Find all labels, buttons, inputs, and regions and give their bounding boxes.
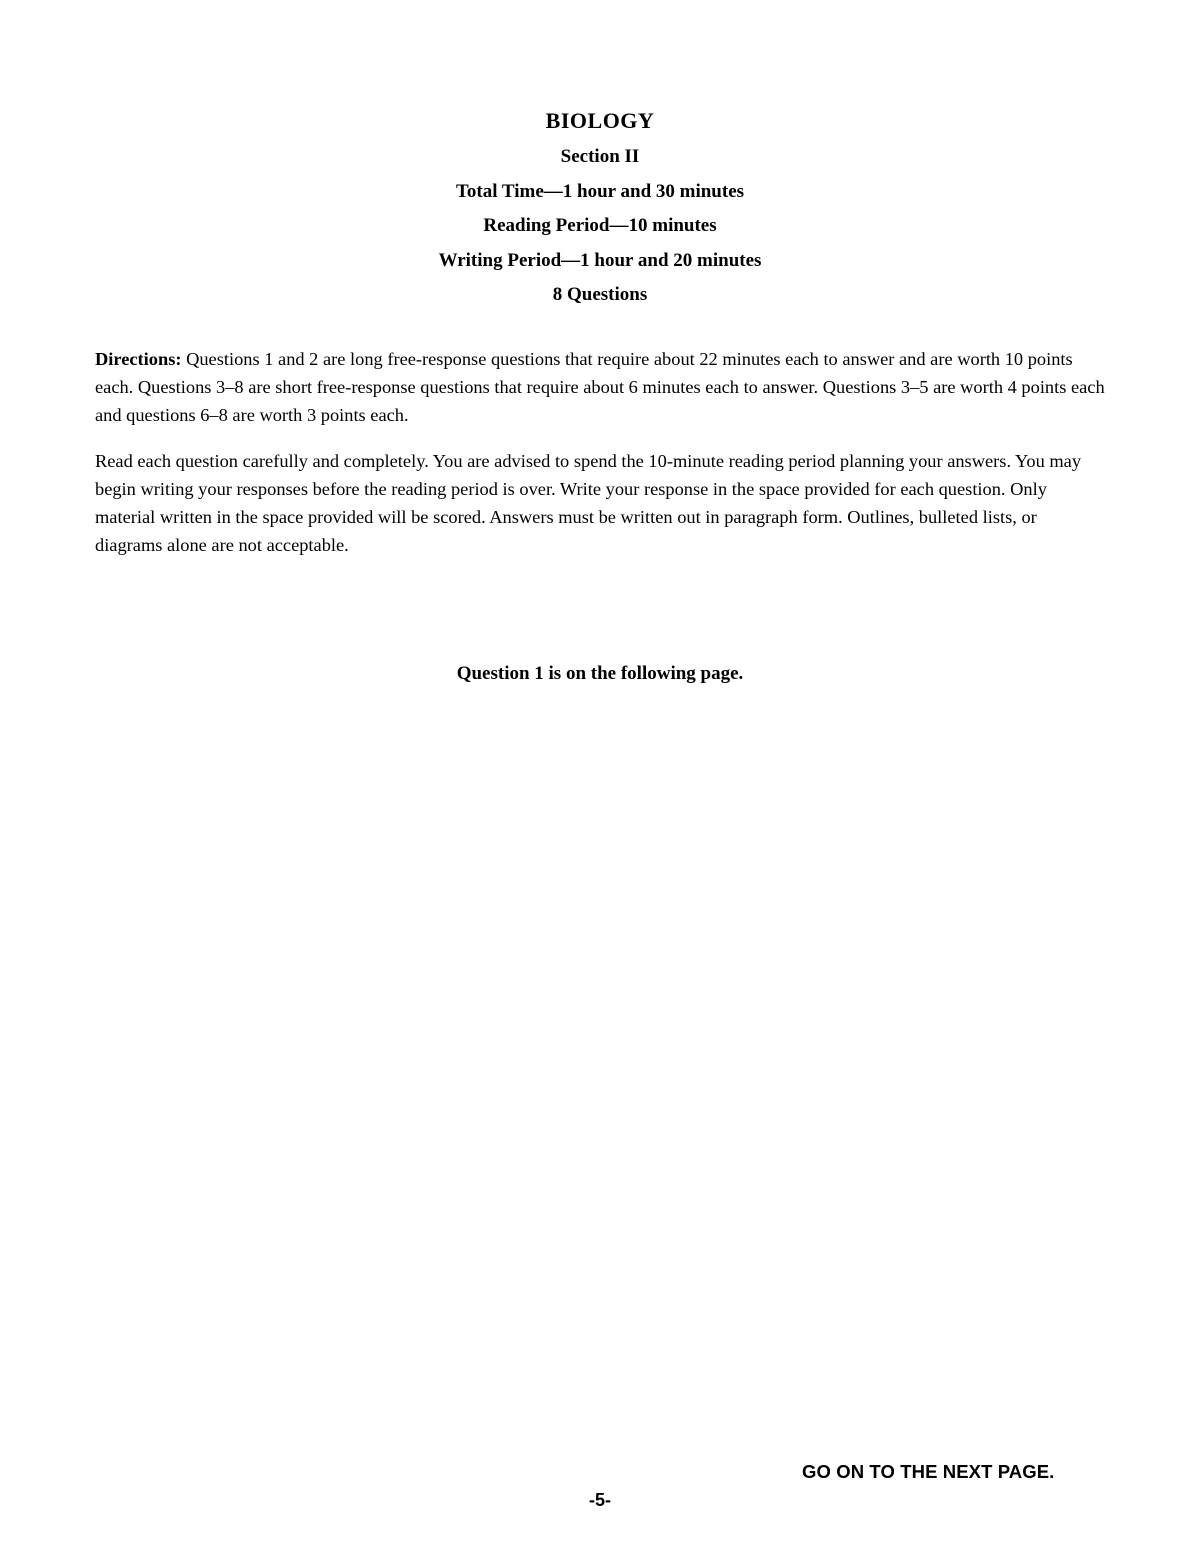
section-header	[0, 106, 1200, 313]
go-on-notice: GO ON TO THE NEXT PAGE.	[802, 1461, 1055, 1482]
instructions-paragraph: Read each question carefully and completely. You are advised to spend the 10-minute reading period planning your answers. You may begin writing your responses before the reading period is over. Write your response in the space provided for each question. Only material written in the space provided will be scored. Answers must be written out in paragraph form. Outlines, bulleted lists, or diagrams alone are not acceptable.	[95, 451, 1082, 555]
question-count: 8 Questions	[552, 284, 648, 305]
writing-period: Writing Period—1 hour and 20 minutes	[438, 249, 762, 271]
directions-text: Questions 1 and 2 are long free-response questions that require about 22 minutes each to answer and are worth 10 points each. Questions 3–8 are short free-response questions that require about 6 minutes each to answer. Questions 3–5 are worth 4 points each and questions 6–8 are worth 3 points each.	[95, 349, 1105, 425]
next-question-note: Question 1 is on the following page.	[456, 663, 744, 684]
total-time: Total Time—1 hour and 30 minutes	[455, 180, 745, 202]
directions-paragraph	[95, 345, 1107, 429]
subject-title: BIOLOGY	[545, 108, 655, 133]
reading-period: Reading Period—10 minutes	[483, 215, 717, 236]
page-number: -5-	[589, 1490, 611, 1510]
directions-label: Directions:	[95, 349, 182, 369]
section-label: Section II	[560, 146, 640, 167]
